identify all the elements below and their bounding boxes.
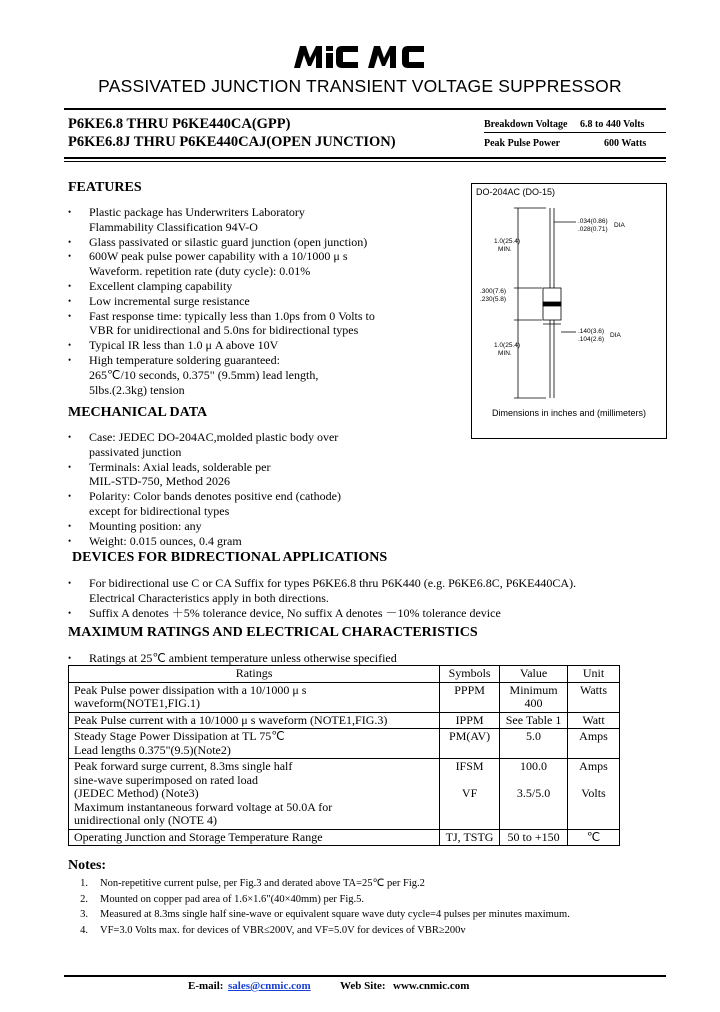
value-cell: 5.0 xyxy=(500,729,568,759)
bidirectional-item-line: • Suffix A denotes ＋5% tolerance device, No suffix A denotes －10% tolerance device xyxy=(89,605,501,620)
bidirectional-list xyxy=(68,576,576,620)
unit-cell: Watts xyxy=(568,682,620,712)
rating-cell: Steady Stage Power Dissipation at TL 75℃ Lead lengths 0.375"(9.5)(Note2) xyxy=(69,729,440,759)
note-text: Mounted on copper pad area of 1.6×1.6"(40×40mm) per Fig.5. xyxy=(100,893,364,905)
body-diameter-max: .140(3.6) xyxy=(578,328,605,335)
features-item-line: • Typical IR less than 1.0 μ A above 10V xyxy=(89,338,279,353)
features-item-line: • Plastic package has Underwriters Laboratory xyxy=(89,205,305,219)
mechanical-item-line: • Mounting position: any xyxy=(89,518,202,533)
email-label: E-mail: xyxy=(188,980,224,992)
col-ratings: Ratings xyxy=(69,666,440,683)
lead-diameter-min: .028(0.71) xyxy=(578,226,608,233)
mechanical-item xyxy=(68,460,341,490)
bidirectional-item-line: • For bidirectional use C or CA Suffix for types P6KE6.8 thru P6K440 (e.g. P6KE6.8C, P6KE440CA). xyxy=(89,576,577,590)
website-label: Web Site: xyxy=(340,980,386,992)
rating-cell: Peak Pulse current with a 10/1000 μ s waveform (NOTE1,FIG.3) xyxy=(69,712,440,729)
bidirectional-item xyxy=(68,606,576,621)
notes-heading: Notes: xyxy=(68,858,107,873)
table-row xyxy=(69,829,620,846)
mechanical-item-line: • Weight: 0.015 ounces, 0.4 gram xyxy=(89,533,242,548)
lead-length-bottom-min: MIN. xyxy=(498,350,512,357)
bidirectional-item xyxy=(68,576,576,606)
part-range-open-junction: P6KE6.8J THRU P6KE440CAJ(OPEN JUNCTION) xyxy=(68,134,396,150)
features-item xyxy=(68,338,375,353)
header-rule-top xyxy=(64,108,666,110)
note-item xyxy=(68,892,570,908)
value-cell: 100.0 3.5/5.0 xyxy=(500,759,568,830)
lead-length-bottom: 1.0(25.4) xyxy=(494,342,521,349)
note-text: Measured at 8.3ms single half sine-wave or equivalent square wave duty cycle=4 pulses per minutes maximum. xyxy=(100,909,570,920)
unit-cell: ℃ xyxy=(568,829,620,846)
mechanical-item xyxy=(68,519,341,534)
mechanical-item-line: • Case: JEDEC DO-204AC,molded plastic body over xyxy=(89,430,339,444)
features-item-line: • High temperature soldering guaranteed: xyxy=(89,352,280,367)
features-item-line: • 600W peak pulse power capability with a 10/1000 μ s xyxy=(89,249,348,264)
ratings-heading: MAXIMUM RATINGS AND ELECTRICAL CHARACTERISTICS xyxy=(68,625,478,640)
col-symbols: Symbols xyxy=(440,666,500,683)
mechanical-item xyxy=(68,430,341,460)
spec-divider xyxy=(484,132,666,133)
note-number: 4. xyxy=(80,924,88,936)
note-number: 3. xyxy=(80,909,88,920)
features-item xyxy=(68,205,375,235)
body-diameter-min: .104(2.6) xyxy=(578,336,605,343)
document-title: PASSIVATED JUNCTION TRANSIENT VOLTAGE SUPPRESSOR xyxy=(98,76,622,96)
ratings-table xyxy=(68,665,620,846)
lead-dia-label: DIA xyxy=(614,222,625,229)
symbol-cell: PPPM xyxy=(440,682,500,712)
features-item xyxy=(68,249,375,279)
features-item xyxy=(68,309,375,339)
table-row xyxy=(69,712,620,729)
mechanical-list xyxy=(68,430,341,548)
features-list xyxy=(68,205,375,397)
rating-cell: Operating Junction and Storage Temperature Range xyxy=(69,829,440,846)
breakdown-voltage-label: Breakdown Voltage xyxy=(484,119,568,130)
table-row xyxy=(69,759,620,830)
unit-cell: Amps xyxy=(568,729,620,759)
lead-length-top: 1.0(25.4) xyxy=(494,238,521,245)
note-text: Non-repetitive current pulse, per Fig.3 and derated above TA=25℃ per Fig.2 xyxy=(100,878,425,889)
body-dia-label: DIA xyxy=(610,332,621,339)
value-cell: 50 to +150 xyxy=(500,829,568,846)
header-rule-bottom xyxy=(64,157,666,159)
company-logo xyxy=(290,42,440,70)
peak-pulse-power-label: Peak Pulse Power xyxy=(484,138,561,149)
features-heading: FEATURES xyxy=(68,180,142,195)
bidirectional-item-line: Electrical Characteristics apply in both directions. xyxy=(89,590,329,605)
note-item xyxy=(68,923,570,939)
value-cell: See Table 1 xyxy=(500,712,568,729)
package-name: DO-204AC (DO-15) xyxy=(476,187,556,197)
features-item-line: Waveform. repetition rate (duty cycle): 0.01% xyxy=(89,264,311,279)
features-item xyxy=(68,279,375,294)
features-item xyxy=(68,235,375,250)
unit-cell: Watt xyxy=(568,712,620,729)
breakdown-voltage-value: 6.8 to 440 Volts xyxy=(580,119,645,130)
part-range-gpp: P6KE6.8 THRU P6KE440CA(GPP) xyxy=(68,116,291,132)
rating-cell: Peak forward surge current, 8.3ms single half sine-wave superimposed on rated load (JEDEC Method) (Note3) Maximum instantaneous forward voltage at 50.0A for unidirectional only (NOTE 4) xyxy=(69,759,440,830)
ratings-note-list xyxy=(68,651,397,666)
lead-diameter-max: .034(0.86) xyxy=(578,218,608,225)
table-row xyxy=(69,682,620,712)
body-length-min: .230(5.8) xyxy=(480,296,507,303)
diagram-units-note: Dimensions in inches and (millimeters) xyxy=(491,408,647,418)
mechanical-item xyxy=(68,489,341,519)
bidirectional-heading: DEVICES FOR BIDRECTIONAL APPLICATIONS xyxy=(72,550,388,565)
table-row xyxy=(69,729,620,759)
note-number: 2. xyxy=(80,893,88,905)
footer-rule xyxy=(64,975,666,977)
symbol-cell: PM(AV) xyxy=(440,729,500,759)
mechanical-heading: MECHANICAL DATA xyxy=(68,405,208,420)
note-number: 1. xyxy=(80,878,88,889)
unit-cell: Amps Volts xyxy=(568,759,620,830)
symbol-cell: IPPM xyxy=(440,712,500,729)
features-item-line: 5lbs.(2.3kg) tension xyxy=(89,382,185,397)
mechanical-item-line: • Terminals: Axial leads, solderable per xyxy=(89,459,271,474)
features-item-line: • Fast response time: typically less than 1.0ps from 0 Volts to xyxy=(89,308,375,323)
mechanical-item-line: except for bidirectional types xyxy=(89,503,230,518)
features-item-line: • Glass passivated or silastic guard junction (open junction) xyxy=(89,234,368,249)
ratings-note: • Ratings at 25℃ ambient temperature unless otherwise specified xyxy=(68,651,397,666)
value-cell: Minimum 400 xyxy=(500,682,568,712)
mechanical-item-line: • Polarity: Color bands denotes positive end (cathode) xyxy=(89,489,341,504)
notes-list xyxy=(68,876,570,938)
features-item xyxy=(68,353,375,397)
features-item-line: VBR for unidirectional and 5.0ns for bidirectional types xyxy=(89,323,359,338)
note-item xyxy=(68,907,570,923)
features-item-line: • Low incremental surge resistance xyxy=(89,293,250,308)
symbol-cell: IFSM VF xyxy=(440,759,500,830)
mechanical-item-line: passivated junction xyxy=(89,444,182,459)
note-text: VF=3.0 Volts max. for devices of VBR≤200V, and VF=5.0V for devices of VBR≥200v xyxy=(100,924,466,936)
note-item xyxy=(68,876,570,892)
mechanical-item-line: MIL-STD-750, Method 2026 xyxy=(89,474,230,489)
ratings-header-row xyxy=(69,666,620,683)
email-link[interactable]: sales@cnmic.com xyxy=(228,980,311,992)
features-item xyxy=(68,294,375,309)
rating-cell: Peak Pulse power dissipation with a 10/1000 μ s waveform(NOTE1,FIG.1) xyxy=(69,682,440,712)
lead-length-top-min: MIN. xyxy=(498,246,512,253)
header-rule-bottom-thin xyxy=(64,161,666,162)
mechanical-item xyxy=(68,534,341,549)
features-item-line: Flammability Classification 94V-O xyxy=(89,219,258,234)
features-item-line: • Excellent clamping capability xyxy=(89,278,233,293)
features-item-line: 265℃/10 seconds, 0.375" (9.5mm) lead length, xyxy=(89,367,319,382)
body-length-max: .300(7.6) xyxy=(480,288,507,295)
peak-pulse-power-value: 600 Watts xyxy=(604,138,647,149)
col-value: Value xyxy=(500,666,568,683)
col-unit: Unit xyxy=(568,666,620,683)
symbol-cell: TJ, TSTG xyxy=(440,829,500,846)
package-outline-diagram xyxy=(471,183,667,439)
website-link[interactable]: www.cnmic.com xyxy=(393,980,470,992)
